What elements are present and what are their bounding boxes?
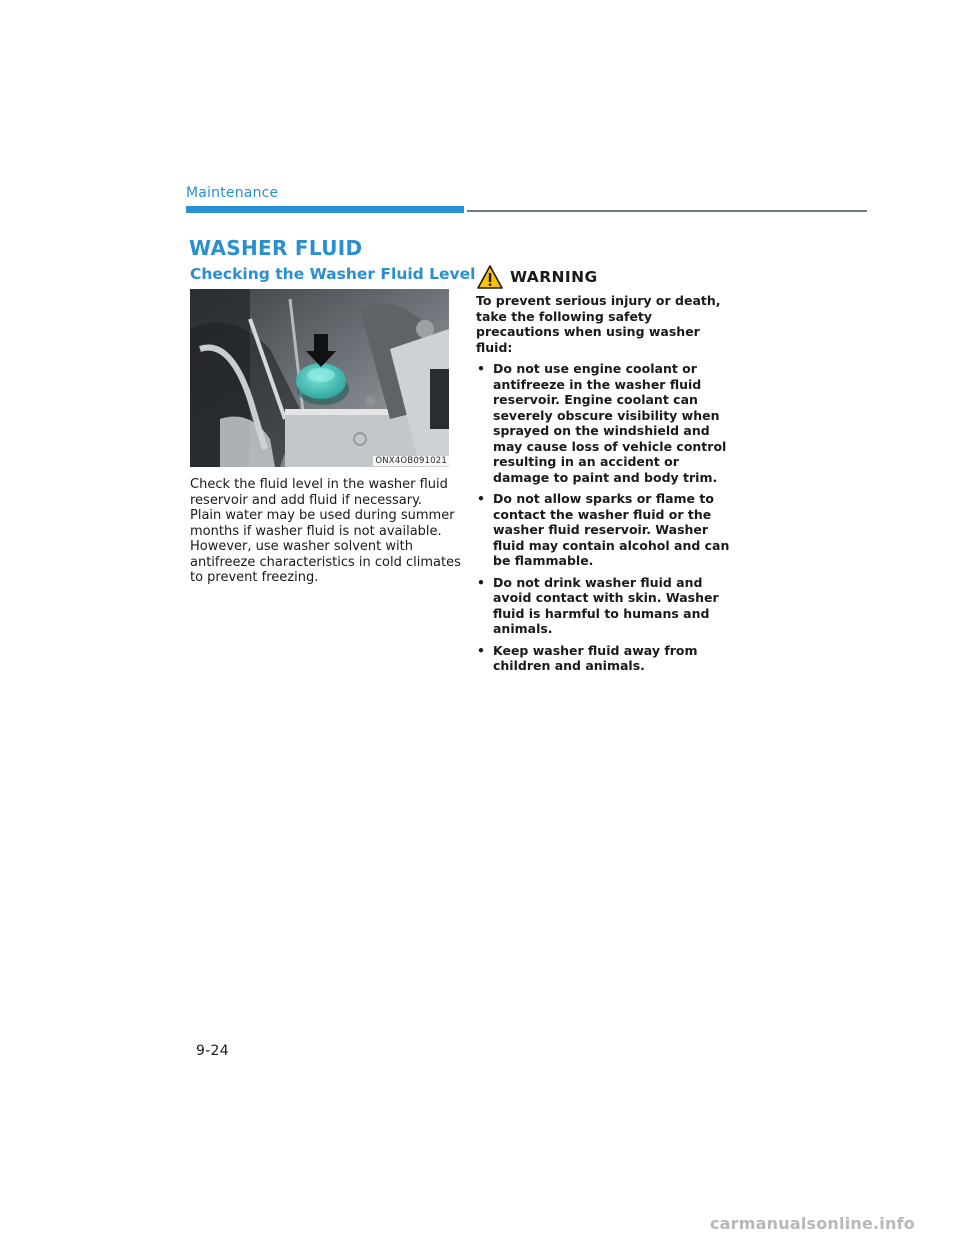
bullet: • xyxy=(477,361,485,376)
warning-item-text: Do not drink washer fluid and avoid contact with skin. Washer fluid is harmful to humans and animals. xyxy=(493,574,719,636)
image-reference-code: ONX4OB091021 xyxy=(375,456,447,466)
bullet: • xyxy=(477,574,485,590)
warning-header xyxy=(477,265,598,289)
watermark: carmanualsonline.info xyxy=(710,1214,915,1233)
warning-item xyxy=(476,491,738,569)
warning-item xyxy=(476,361,738,485)
warning-item-text: Do not allow sparks or flame to contact the washer fluid or the washer fluid reservoir. Washer fluid may contain alcohol and can be flammable. xyxy=(493,491,730,568)
warning-item-text: Keep washer fluid away from children and animals. xyxy=(493,642,698,673)
page-title: WASHER FLUID xyxy=(189,236,363,260)
warning-list xyxy=(476,361,738,674)
body-paragraph: Plain water may be used during summer months if washer fluid is not available. However, use washer solvent with antifreeze characteristics in cold climates to prevent freezing. xyxy=(190,508,461,585)
warning-title: WARNING xyxy=(510,268,598,286)
bullet: • xyxy=(477,491,485,506)
warning-intro: To prevent serious injury or death, take the following safety precautions when using washer fluid: xyxy=(476,293,721,355)
warning-item xyxy=(476,575,738,637)
warning-triangle-icon xyxy=(477,265,503,289)
header-accent-rule xyxy=(186,206,464,213)
section-label: Maintenance xyxy=(186,185,279,201)
page-number: 9-24 xyxy=(196,1043,229,1059)
warning-body xyxy=(476,293,738,680)
header-rule xyxy=(467,210,867,212)
warning-item xyxy=(476,643,738,674)
warning-item-text: Do not use engine coolant or antifreeze in the washer fluid reservoir. Engine coolant can severely obscure visibility when sprayed on the windshield and may cause loss of vehicle control resulting in an accident or damage to paint and body trim. xyxy=(493,361,727,485)
washer-reservoir-photo xyxy=(190,289,449,467)
body-paragraph: Check the fluid level in the washer fluid reservoir and add fluid if necessary. xyxy=(190,477,448,508)
section-subtitle: Checking the Washer Fluid Level xyxy=(190,265,476,283)
bullet: • xyxy=(477,642,485,658)
body-text xyxy=(190,477,465,586)
